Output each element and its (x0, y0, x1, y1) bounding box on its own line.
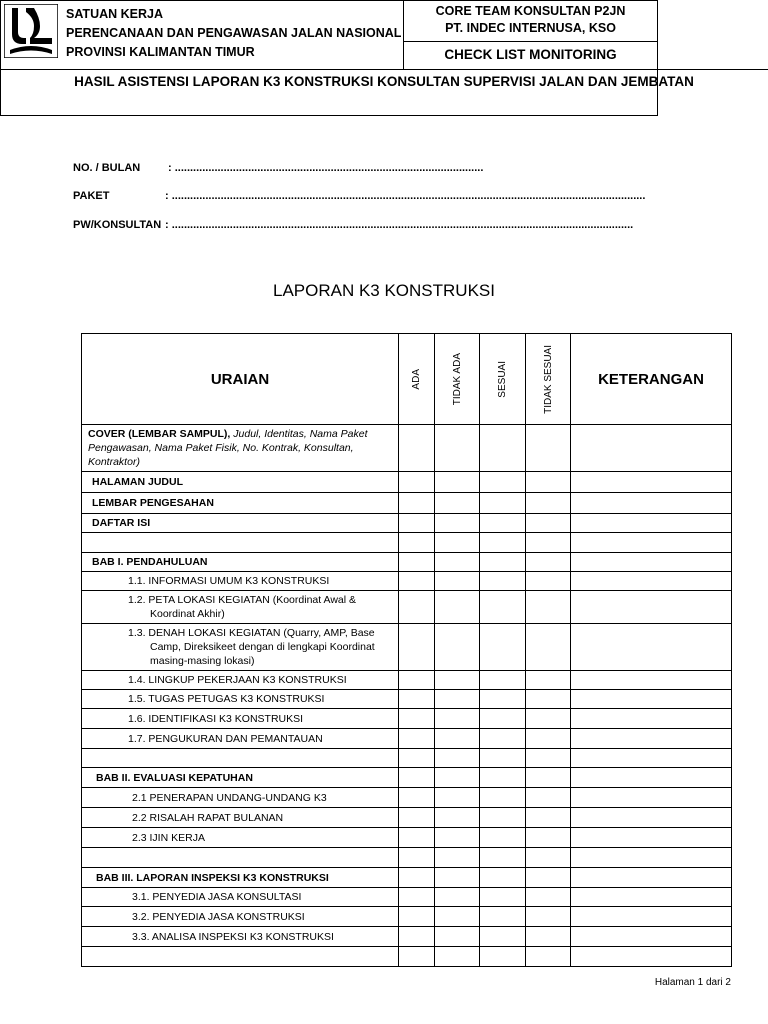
field-label-no-bulan: NO. / BULAN (73, 162, 141, 174)
check-cell[interactable] (435, 591, 480, 624)
check-cell[interactable] (480, 493, 526, 514)
check-cell[interactable] (480, 749, 526, 768)
row-text: 3.1. PENYEDIA JASA KONSULTASI (132, 891, 302, 903)
row-text: 1.6. IDENTIFIKASI K3 KONSTRUKSI (128, 712, 304, 725)
check-cell[interactable] (399, 671, 435, 690)
check-cell[interactable] (435, 514, 480, 533)
check-cell[interactable] (480, 472, 526, 493)
check-cell[interactable] (480, 808, 526, 828)
check-cell[interactable] (399, 888, 435, 907)
row-text: HALAMAN JUDUL (92, 476, 183, 488)
header-sesuai: SESUAI (480, 334, 526, 425)
check-cell[interactable] (399, 533, 435, 553)
keterangan-cell[interactable] (571, 808, 732, 828)
check-cell[interactable] (480, 828, 526, 848)
check-cell[interactable] (435, 828, 480, 848)
check-cell[interactable] (435, 768, 480, 788)
row-uraian (82, 709, 399, 729)
check-cell[interactable] (480, 690, 526, 709)
check-cell[interactable] (435, 709, 480, 729)
check-cell[interactable] (526, 808, 571, 828)
check-cell[interactable] (435, 888, 480, 907)
table-row (82, 514, 732, 533)
row-uraian (82, 848, 399, 868)
row-uraian (82, 671, 399, 690)
check-cell[interactable] (435, 472, 480, 493)
check-cell[interactable] (480, 927, 526, 947)
check-cell[interactable] (435, 671, 480, 690)
row-uraian-cover (82, 425, 399, 472)
row-text (82, 756, 398, 760)
check-cell[interactable] (399, 749, 435, 768)
row-uraian (82, 828, 399, 848)
table-row (82, 768, 732, 788)
row-uraian (82, 947, 399, 967)
table-row (82, 690, 732, 709)
check-cell[interactable] (526, 553, 571, 572)
check-cell[interactable] (480, 514, 526, 533)
check-cell[interactable] (526, 828, 571, 848)
check-cell[interactable] (480, 788, 526, 808)
field-label-paket: PAKET (73, 190, 110, 202)
check-cell[interactable] (480, 591, 526, 624)
field-value-no-bulan[interactable]: : ..................................................................................................... (168, 162, 484, 174)
field-value-pw-konsultan[interactable]: : ....................................................................................................................................................... (165, 219, 634, 231)
row-uraian (82, 493, 399, 514)
table-row (82, 888, 732, 907)
header-tidak-ada: TIDAK ADA (435, 334, 480, 425)
header-title: HASIL ASISTENSI LAPORAN K3 KONSTRUKSI KONSULTAN SUPERVISI JALAN DAN JEMBATAN (74, 74, 694, 89)
header-tidak-sesuai: TIDAK SESUAI (526, 334, 571, 425)
document-title: LAPORAN K3 KONSTRUKSI (272, 281, 495, 300)
row-text (82, 856, 398, 860)
row-text: 2.3 IJIN KERJA (132, 831, 205, 844)
keterangan-cell[interactable] (571, 868, 732, 888)
check-cell[interactable] (526, 947, 571, 967)
keterangan-cell[interactable] (571, 749, 732, 768)
row-uraian (82, 572, 399, 591)
check-cell[interactable] (526, 868, 571, 888)
checklist-label: CHECK LIST MONITORING (444, 47, 617, 62)
page-footer: Halaman 1 dari 2 (654, 977, 731, 988)
table-row (82, 709, 732, 729)
keterangan-cell[interactable] (571, 947, 732, 967)
check-cell[interactable] (399, 868, 435, 888)
table-row (82, 907, 732, 927)
check-cell[interactable] (480, 729, 526, 749)
check-cell[interactable] (480, 624, 526, 671)
check-cell[interactable] (435, 425, 480, 472)
keterangan-cell[interactable] (571, 514, 732, 533)
keterangan-cell[interactable] (571, 828, 732, 848)
table-row (82, 624, 732, 671)
keterangan-cell[interactable] (571, 848, 732, 868)
row-uraian (82, 808, 399, 828)
row-uraian (82, 749, 399, 768)
row-uraian (82, 624, 399, 671)
row-text: 1.4. LINGKUP PEKERJAAN K3 KONSTRUKSI (128, 674, 347, 686)
check-cell[interactable] (399, 572, 435, 591)
row-text: 1.2. PETA LOKASI KEGIATAN (Koordinat Awal & Koordinat Akhir) (128, 594, 356, 620)
check-cell[interactable] (435, 927, 480, 947)
check-cell[interactable] (526, 709, 571, 729)
check-cell[interactable] (399, 927, 435, 947)
row-uraian (82, 888, 399, 907)
keterangan-cell[interactable] (571, 553, 732, 572)
table-row (82, 868, 732, 888)
keterangan-cell[interactable] (571, 572, 732, 591)
check-cell[interactable] (435, 690, 480, 709)
row-uraian (82, 927, 399, 947)
check-cell[interactable] (526, 472, 571, 493)
row-uraian (82, 514, 399, 533)
checklist-table (81, 333, 732, 967)
header-keterangan: KETERANGAN (571, 334, 732, 425)
row-text: 1.1. INFORMASI UMUM K3 KONSTRUKSI (128, 575, 330, 587)
check-cell[interactable] (399, 690, 435, 709)
check-cell[interactable] (435, 729, 480, 749)
row-uraian (82, 591, 399, 624)
check-cell[interactable] (399, 709, 435, 729)
field-value-paket[interactable]: : ........................................................................................................................................................... (165, 190, 646, 202)
table-row (82, 572, 732, 591)
row-uraian (82, 788, 399, 808)
check-cell[interactable] (526, 907, 571, 927)
check-cell[interactable] (435, 624, 480, 671)
keterangan-cell[interactable] (571, 671, 732, 690)
table-row (82, 472, 732, 493)
check-cell[interactable] (480, 553, 526, 572)
table-row (82, 749, 732, 768)
row-text: 3.3. ANALISA INSPEKSI K3 KONSTRUKSI (132, 930, 334, 943)
check-cell[interactable] (526, 425, 571, 472)
team-line-2: PT. INDEC INTERNUSA, KSO (445, 21, 616, 35)
keterangan-cell[interactable] (571, 624, 732, 671)
row-uraian (82, 768, 399, 788)
keterangan-cell[interactable] (571, 907, 732, 927)
check-cell[interactable] (435, 848, 480, 868)
check-cell[interactable] (480, 868, 526, 888)
check-cell[interactable] (435, 808, 480, 828)
cover-bold-text: COVER (LEMBAR SAMPUL), (88, 428, 231, 440)
check-cell[interactable] (526, 788, 571, 808)
org-line-2: PERENCANAAN DAN PENGAWASAN JALAN NASIONAL (66, 26, 402, 40)
check-cell[interactable] (399, 848, 435, 868)
check-cell[interactable] (435, 533, 480, 553)
check-cell[interactable] (399, 729, 435, 749)
check-cell[interactable] (399, 514, 435, 533)
row-text: 2.1 PENERAPAN UNDANG-UNDANG K3 (132, 791, 327, 804)
keterangan-cell[interactable] (571, 888, 732, 907)
check-cell[interactable] (435, 493, 480, 514)
check-cell[interactable] (480, 671, 526, 690)
check-cell[interactable] (526, 671, 571, 690)
row-uraian (82, 907, 399, 927)
row-text: 1.5. TUGAS PETUGAS K3 KONSTRUKSI (128, 693, 325, 705)
row-text: BAB II. EVALUASI KEPATUHAN (96, 771, 253, 784)
keterangan-cell[interactable] (571, 690, 732, 709)
check-cell[interactable] (435, 553, 480, 572)
check-cell[interactable] (480, 709, 526, 729)
check-cell[interactable] (480, 533, 526, 553)
check-cell[interactable] (480, 425, 526, 472)
check-cell[interactable] (526, 493, 571, 514)
row-text: DAFTAR ISI (92, 517, 151, 529)
field-label-pw-konsultan: PW/KONSULTAN (73, 219, 162, 231)
row-uraian (82, 729, 399, 749)
check-cell[interactable] (399, 947, 435, 967)
check-cell[interactable] (399, 591, 435, 624)
check-cell[interactable] (526, 690, 571, 709)
table-row (82, 947, 732, 967)
keterangan-cell[interactable] (571, 768, 732, 788)
check-cell[interactable] (526, 888, 571, 907)
row-uraian (82, 690, 399, 709)
pu-logo-icon (4, 4, 58, 58)
keterangan-cell[interactable] (571, 788, 732, 808)
table-row (82, 927, 732, 947)
check-cell[interactable] (435, 907, 480, 927)
check-cell[interactable] (526, 572, 571, 591)
check-cell[interactable] (480, 768, 526, 788)
check-cell[interactable] (480, 848, 526, 868)
keterangan-cell[interactable] (571, 472, 732, 493)
table-row (82, 671, 732, 690)
check-cell[interactable] (526, 729, 571, 749)
table-row (82, 425, 732, 472)
check-cell[interactable] (435, 947, 480, 967)
table-row (82, 788, 732, 808)
check-cell[interactable] (435, 868, 480, 888)
check-cell[interactable] (480, 907, 526, 927)
check-cell[interactable] (526, 927, 571, 947)
keterangan-cell[interactable] (571, 709, 732, 729)
check-cell[interactable] (399, 493, 435, 514)
check-cell[interactable] (526, 533, 571, 553)
check-cell[interactable] (399, 624, 435, 671)
check-cell[interactable] (399, 553, 435, 572)
keterangan-cell[interactable] (571, 533, 732, 553)
team-line-1: CORE TEAM KONSULTAN P2JN (435, 4, 626, 18)
keterangan-cell[interactable] (571, 927, 732, 947)
org-line-3: PROVINSI KALIMANTAN TIMUR (66, 45, 255, 59)
check-cell[interactable] (435, 788, 480, 808)
check-cell[interactable] (480, 888, 526, 907)
row-text: 3.2. PENYEDIA JASA KONSTRUKSI (132, 910, 305, 923)
keterangan-cell[interactable] (571, 729, 732, 749)
check-cell[interactable] (526, 749, 571, 768)
table-row (82, 808, 732, 828)
check-cell[interactable] (399, 472, 435, 493)
row-uraian (82, 553, 399, 572)
table-row (82, 729, 732, 749)
row-text: LEMBAR PENGESAHAN (92, 497, 214, 509)
document-header (0, 0, 694, 116)
table-row (82, 553, 732, 572)
row-text: 2.2 RISALAH RAPAT BULANAN (132, 811, 284, 824)
check-cell[interactable] (399, 788, 435, 808)
check-cell[interactable] (526, 624, 571, 671)
check-cell[interactable] (399, 828, 435, 848)
check-cell[interactable] (399, 768, 435, 788)
row-text (82, 955, 398, 959)
table-row (82, 828, 732, 848)
row-uraian (82, 533, 399, 553)
row-text: 1.3. DENAH LOKASI KEGIATAN (Quarry, AMP, Base Camp, Direksikeet dengan di lengkapi Koordinat masing-masing lokasi) (128, 627, 375, 667)
row-text (82, 541, 398, 545)
check-cell[interactable] (480, 572, 526, 591)
table-row (82, 591, 732, 624)
row-uraian (82, 868, 399, 888)
table-row (82, 848, 732, 868)
table-row (82, 493, 732, 514)
table-row (82, 533, 732, 553)
check-cell[interactable] (526, 848, 571, 868)
check-cell[interactable] (399, 907, 435, 927)
row-text: BAB I. PENDAHULUAN (92, 556, 208, 568)
org-line-1: SATUAN KERJA (66, 7, 163, 21)
cover-italic-text: Judul, Identitas, Nama Paket Pengawasan, Nama Paket Fisik, No. Kontrak, Konsultan, Kontraktor) (88, 428, 368, 468)
keterangan-cell[interactable] (571, 493, 732, 514)
keterangan-cell[interactable] (571, 425, 732, 472)
header-ada: ADA (399, 334, 435, 425)
check-cell[interactable] (399, 425, 435, 472)
check-cell[interactable] (435, 749, 480, 768)
header-uraian: URAIAN (82, 334, 399, 425)
check-cell[interactable] (399, 808, 435, 828)
row-uraian (82, 472, 399, 493)
check-cell[interactable] (526, 768, 571, 788)
keterangan-cell[interactable] (571, 591, 732, 624)
check-cell[interactable] (526, 514, 571, 533)
check-cell[interactable] (435, 572, 480, 591)
row-text: 1.7. PENGUKURAN DAN PEMANTAUAN (128, 732, 323, 745)
check-cell[interactable] (480, 947, 526, 967)
check-cell[interactable] (526, 591, 571, 624)
row-text: BAB III. LAPORAN INSPEKSI K3 KONSTRUKSI (96, 871, 329, 884)
